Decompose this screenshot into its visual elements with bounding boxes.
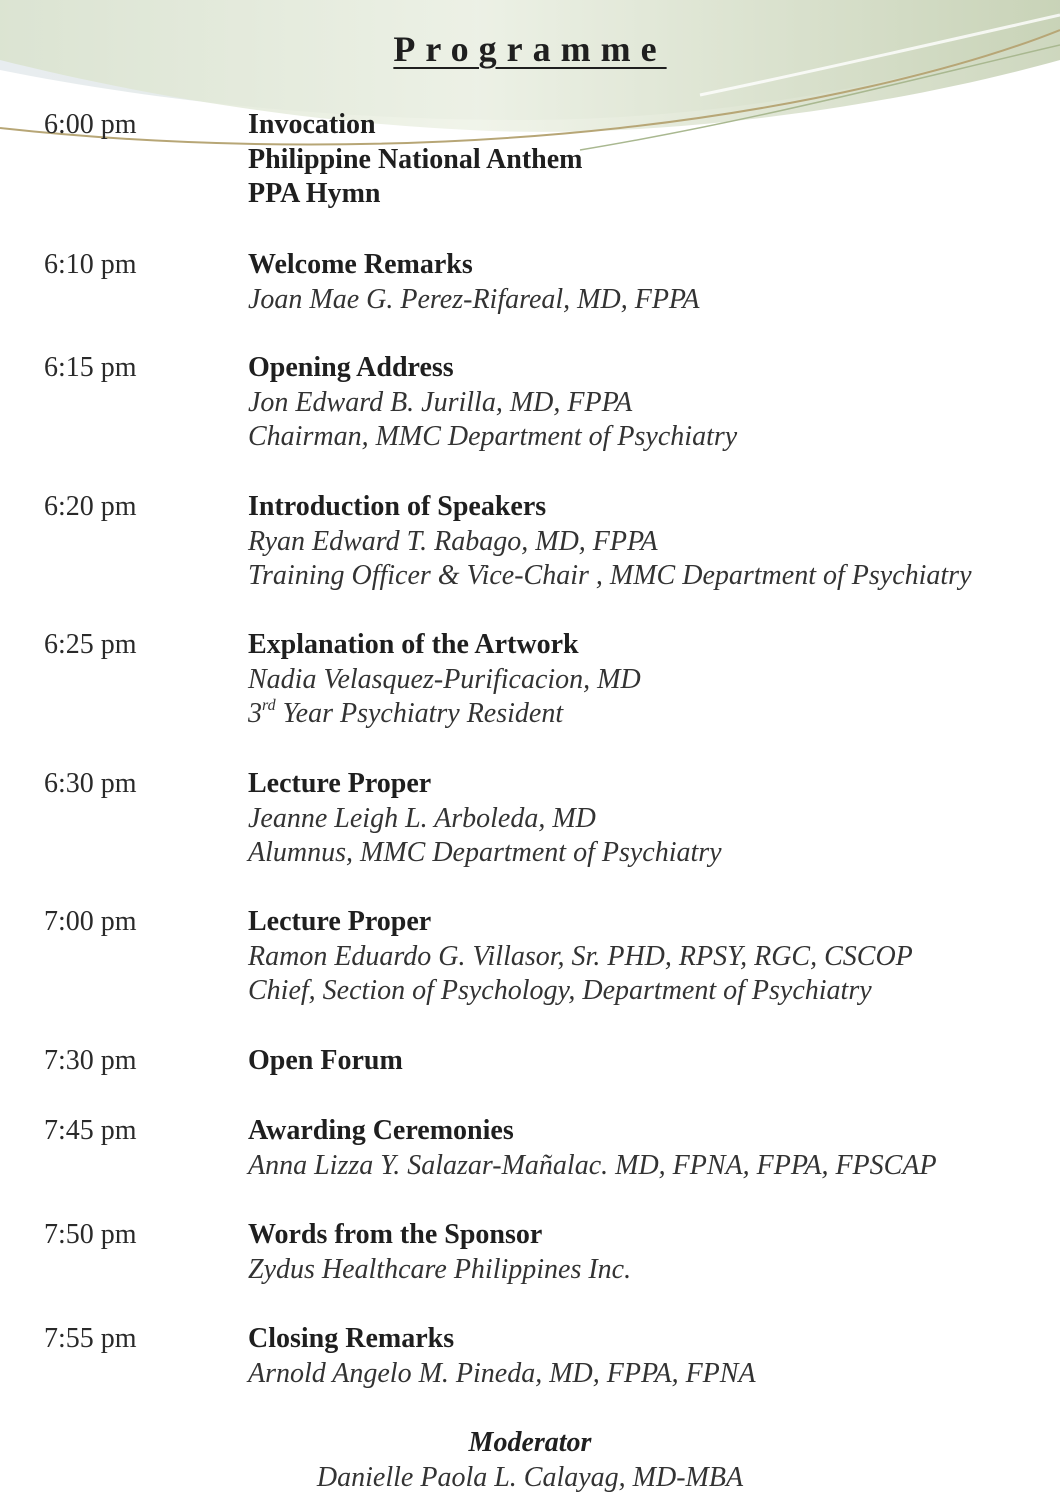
programme-item-detail: Chief, Section of Psychology, Department of Psychiatry [248,975,872,1006]
page-title: Programme [393,29,667,69]
schedule-content [248,905,1048,1009]
programme-item-detail: Joan Mae G. Perez-Rifareal, MD, FPPA [248,283,700,315]
programme-item-title: Welcome Remarks [248,249,473,280]
schedule-content [248,767,1048,871]
programme-item-detail: Alumnus, MMC Department of Psychiatry [248,837,722,868]
programme-item-title: PPA Hymn [248,178,381,209]
schedule-time: 6:25 pm [44,629,137,660]
programme-item-title: Awarding Ceremonies [248,1115,514,1146]
programme-item-title: Lecture Proper [248,906,432,937]
schedule-time: 7:00 pm [44,906,137,937]
moderator-label: Moderator [468,1427,592,1458]
schedule-content [248,628,1048,732]
programme-item-detail: Ryan Edward T. Rabago, MD, FPPA [248,525,658,557]
programme-item-detail: Training Officer & Vice-Chair , MMC Department of Psychiatry [248,560,972,591]
programme-item-title: Invocation [248,109,376,140]
schedule-time: 7:30 pm [44,1045,137,1076]
schedule-content [248,248,1048,317]
programme-item-title: Words from the Sponsor [248,1219,543,1250]
programme-item-detail: Chairman, MMC Department of Psychiatry [248,421,738,452]
programme-item-title: Introduction of Speakers [248,491,547,522]
schedule-content [248,1218,1048,1287]
schedule-time: 7:50 pm [44,1219,137,1250]
schedule-time: 6:00 pm [44,109,137,140]
schedule-time: 6:10 pm [44,249,137,280]
programme-item-title: Closing Remarks [248,1323,455,1354]
schedule-time: 6:30 pm [44,768,137,799]
programme-item-detail: Jeanne Leigh L. Arboleda, MD [248,802,596,834]
schedule-content [248,351,1048,455]
programme-item-detail: Anna Lizza Y. Salazar-Mañalac. MD, FPNA, FPPA, FPSCAP [248,1149,937,1181]
programme-item-detail: 3rd Year Psychiatry Resident [248,697,564,729]
schedule-content [248,1322,1048,1391]
programme-item-title: Philippine National Anthem [248,143,583,175]
programme-item-detail: Ramon Eduardo G. Villasor, Sr. PHD, RPSY, RGC, CSCOP [248,940,913,972]
schedule-content [248,1114,1048,1183]
schedule-time: 6:15 pm [44,352,137,383]
schedule-time: 7:55 pm [44,1323,137,1354]
schedule-content [248,108,1048,212]
programme-item-title: Opening Address [248,352,454,383]
schedule-time: 6:20 pm [44,491,137,522]
moderator-name: Danielle Paola L. Calayag, MD-MBA [316,1462,744,1493]
schedule-content [248,490,1048,594]
programme-item-detail: Nadia Velasquez-Purificacion, MD [248,663,641,695]
schedule-content [248,1044,1048,1079]
programme-item-detail: Zydus Healthcare Philippines Inc. [248,1253,632,1285]
schedule-time: 7:45 pm [44,1115,137,1146]
moderator-block [0,1426,1060,1496]
programme-item-detail: Jon Edward B. Jurilla, MD, FPPA [248,386,633,418]
programme-item-title: Explanation of the Artwork [248,629,579,660]
programme-item-detail: Arnold Angelo M. Pineda, MD, FPPA, FPNA [248,1357,756,1389]
programme-item-title: Open Forum [248,1045,403,1076]
programme-item-title: Lecture Proper [248,768,432,799]
